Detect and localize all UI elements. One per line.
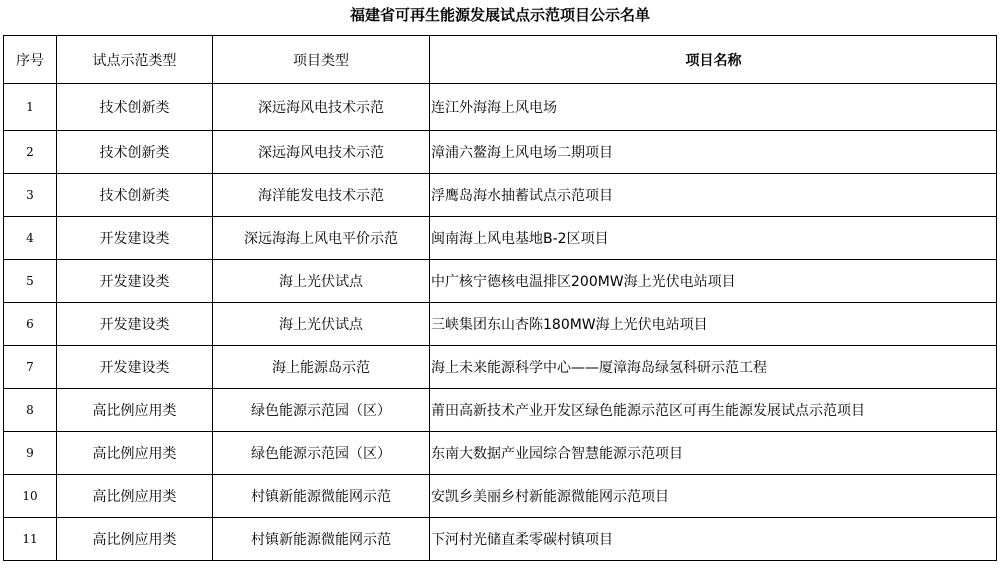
project-type-cell: 深远海海上风电平价示范 [213,217,430,260]
project-type-cell: 深远海风电技术示范 [213,84,430,131]
project-name-cell: 闽南海上风电基地B-2区项目 [430,217,997,260]
table-row [4,475,997,518]
project-name-cell: 连江外海海上风电场 [430,84,997,131]
project-name-cell: 漳浦六鳌海上风电场二期项目 [430,131,997,174]
demo-type-cell: 技术创新类 [57,84,213,131]
demo-type-cell: 技术创新类 [57,174,213,217]
project-type-cell: 海洋能发电技术示范 [213,174,430,217]
project-type-cell: 海上光伏试点 [213,303,430,346]
project-name-cell: 东南大数据产业园综合智慧能源示范项目 [430,432,997,475]
row-index-cell: 5 [4,260,57,303]
demo-type-cell: 高比例应用类 [57,389,213,432]
project-type-cell: 海上能源岛示范 [213,346,430,389]
demo-type-cell: 开发建设类 [57,303,213,346]
row-index-cell: 1 [4,84,57,131]
table-body [4,84,997,561]
row-index-cell: 2 [4,131,57,174]
table-row [4,432,997,475]
project-table [3,35,997,561]
project-type-cell: 村镇新能源微能网示范 [213,475,430,518]
project-name-cell: 三峡集团东山杏陈180MW海上光伏电站项目 [430,303,997,346]
page-title: 福建省可再生能源发展试点示范项目公示名单 [349,6,650,24]
row-index-cell: 8 [4,389,57,432]
table-header-row [4,36,997,84]
row-index-cell: 9 [4,432,57,475]
row-index-cell: 6 [4,303,57,346]
header-project-name: 项目名称 [430,36,997,84]
table-row [4,260,997,303]
row-index-cell: 11 [4,518,57,561]
project-type-cell: 海上光伏试点 [213,260,430,303]
table-row [4,346,997,389]
table-row [4,518,997,561]
demo-type-cell: 技术创新类 [57,131,213,174]
project-name-cell: 下河村光储直柔零碳村镇项目 [430,518,997,561]
table-row [4,174,997,217]
header-demo-type: 试点示范类型 [57,36,213,84]
header-project-type: 项目类型 [213,36,430,84]
demo-type-cell: 高比例应用类 [57,475,213,518]
row-index-cell: 4 [4,217,57,260]
project-name-cell: 中广核宁德核电温排区200MW海上光伏电站项目 [430,260,997,303]
row-index-cell: 3 [4,174,57,217]
table-row [4,389,997,432]
project-name-cell: 莆田高新技术产业开发区绿色能源示范区可再生能源发展试点示范项目 [430,389,997,432]
project-type-cell: 绿色能源示范园（区） [213,432,430,475]
demo-type-cell: 开发建设类 [57,217,213,260]
project-name-cell: 浮鹰岛海水抽蓄试点示范项目 [430,174,997,217]
table-row [4,131,997,174]
demo-type-cell: 高比例应用类 [57,432,213,475]
table-row [4,217,997,260]
table-row [4,303,997,346]
demo-type-cell: 开发建设类 [57,260,213,303]
project-type-cell: 村镇新能源微能网示范 [213,518,430,561]
row-index-cell: 7 [4,346,57,389]
project-name-cell: 海上未来能源科学中心——厦漳海岛绿氢科研示范工程 [430,346,997,389]
header-index: 序号 [4,36,57,84]
project-type-cell: 绿色能源示范园（区） [213,389,430,432]
row-index-cell: 10 [4,475,57,518]
demo-type-cell: 高比例应用类 [57,518,213,561]
project-type-cell: 深远海风电技术示范 [213,131,430,174]
demo-type-cell: 开发建设类 [57,346,213,389]
project-name-cell: 安凯乡美丽乡村新能源微能网示范项目 [430,475,997,518]
table-row [4,84,997,131]
